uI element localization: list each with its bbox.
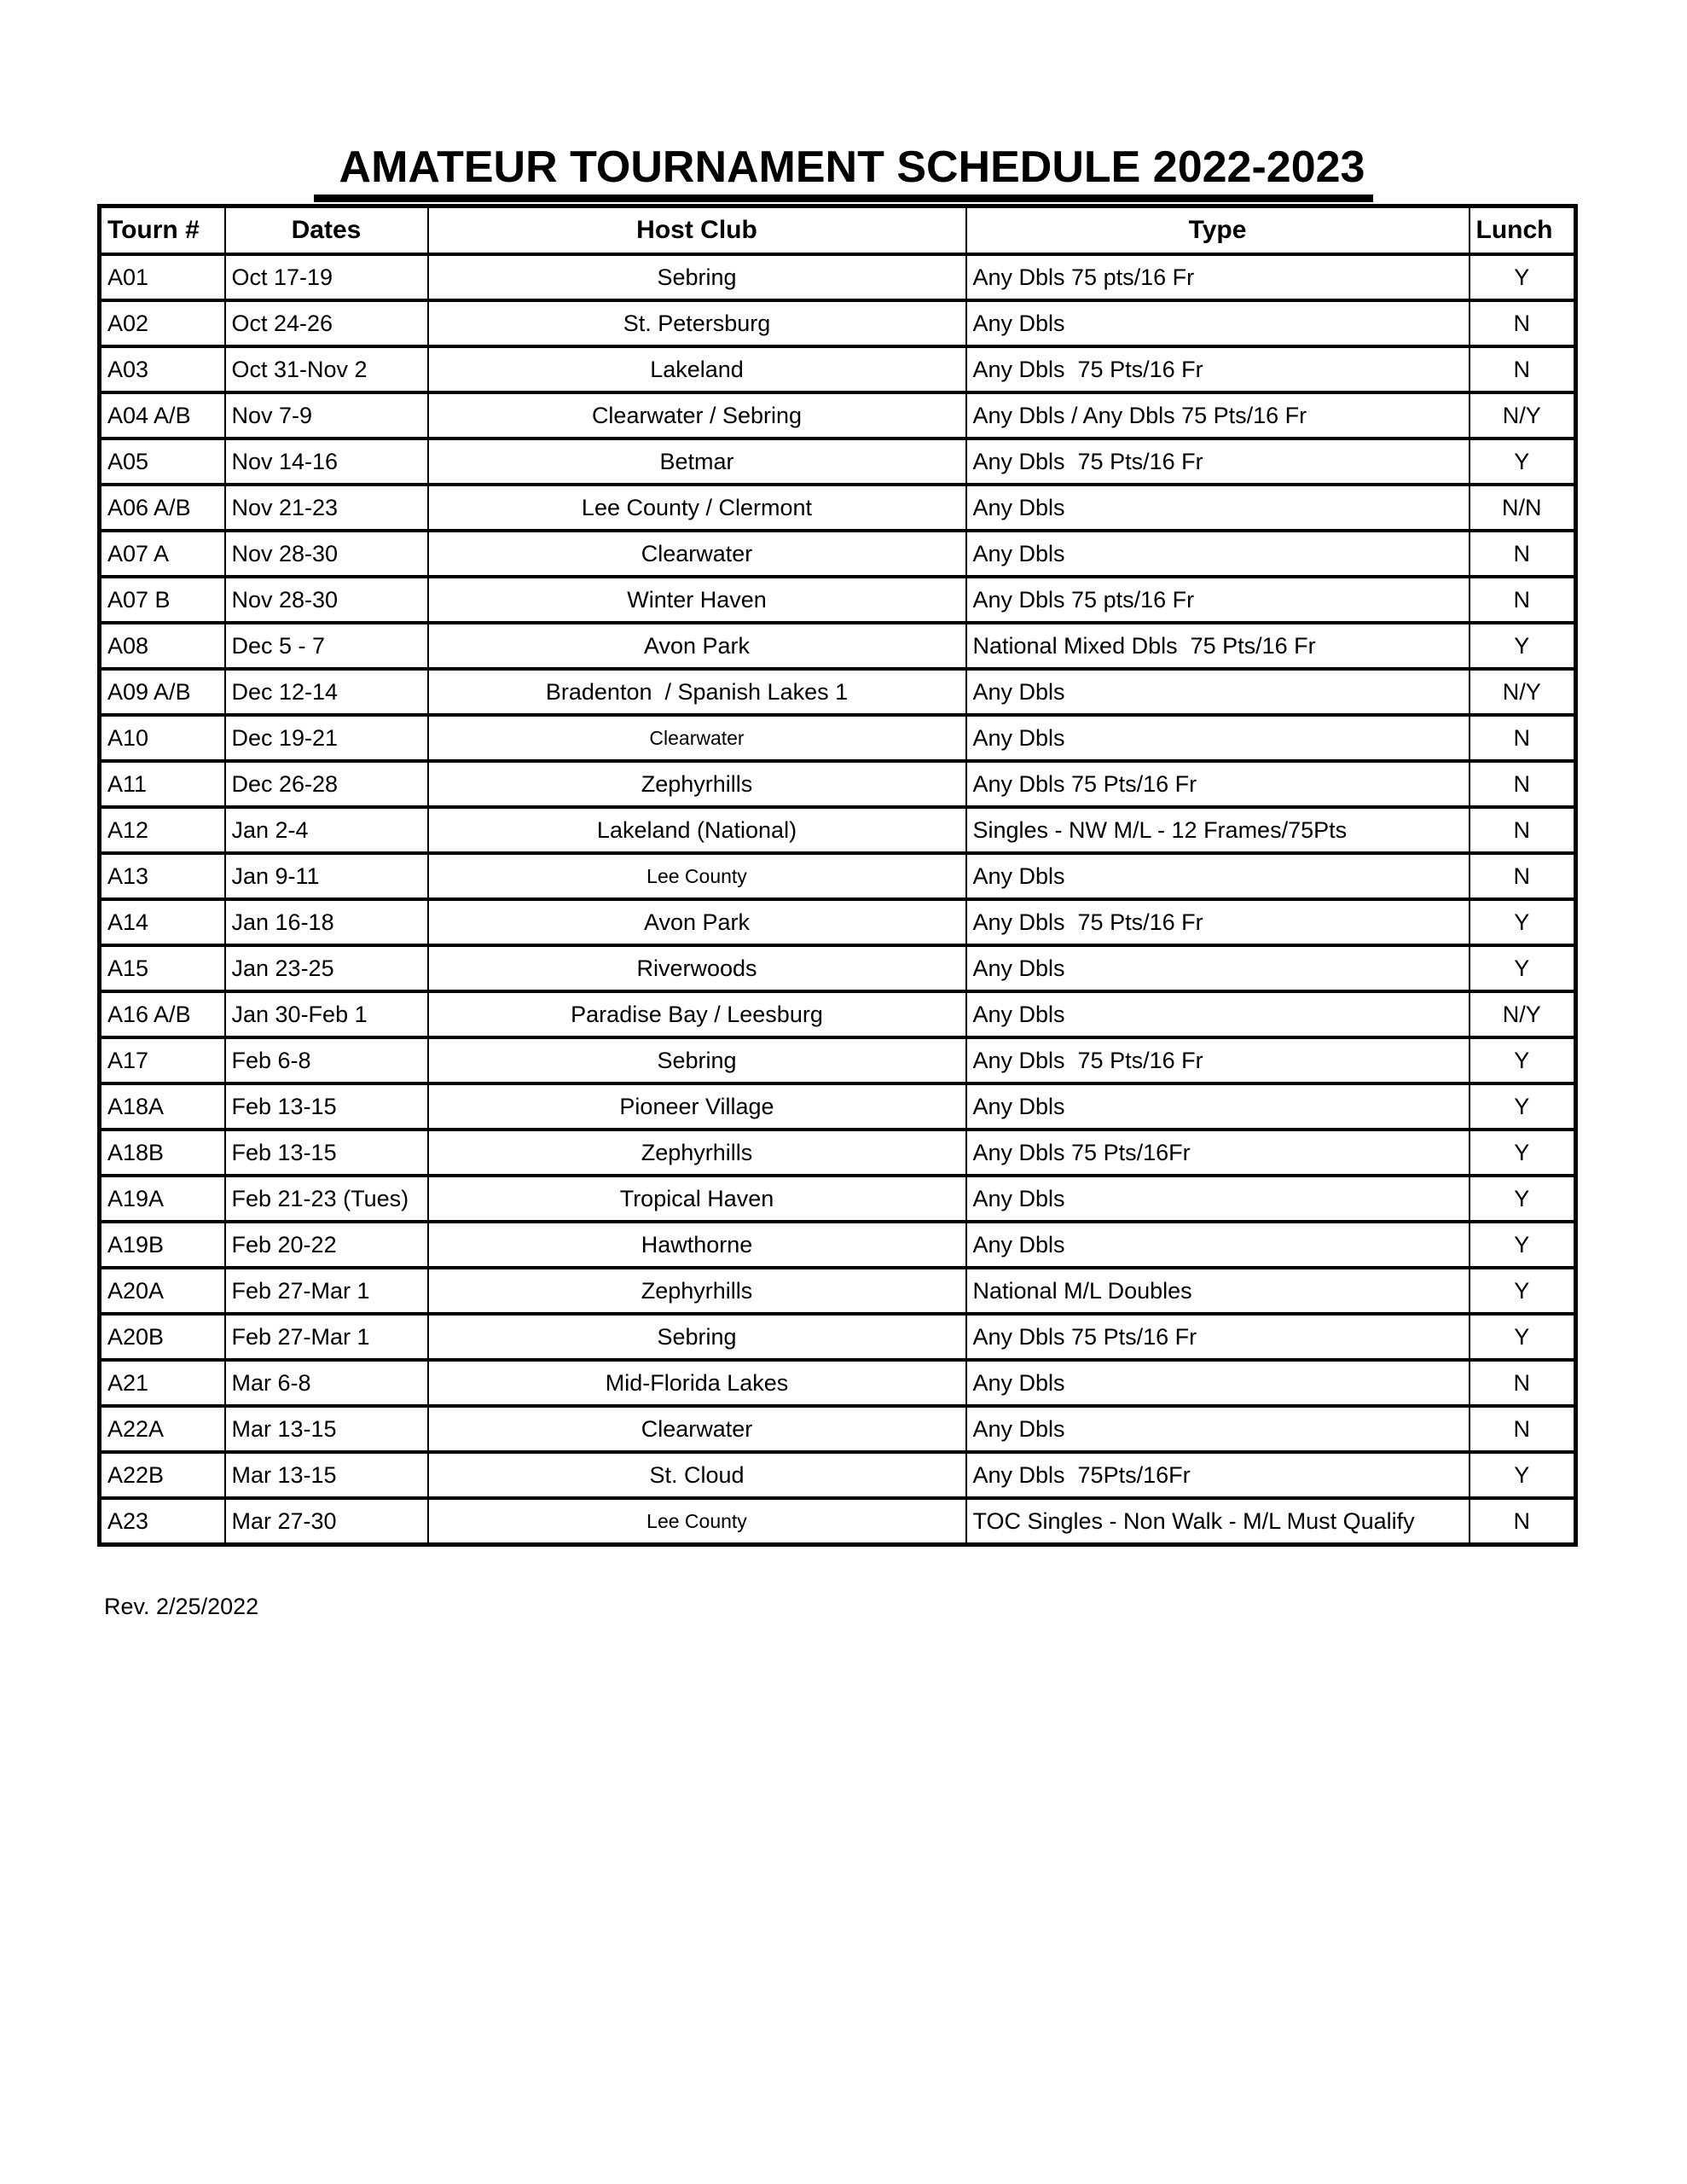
table-row [100,1406,1576,1452]
host-club-cell: Lee County [428,853,966,899]
host-club-cell: Hawthorne [428,1222,966,1268]
host-club-cell: Clearwater [428,531,966,577]
tourn-number-cell: A04 A/B [100,392,225,439]
host-club-cell: Bradenton / Spanish Lakes 1 [428,669,966,715]
table-row [100,346,1576,392]
type-cell: Any Dbls 75 Pts/16 Fr [966,439,1470,485]
dates-cell: Dec 19-21 [225,715,428,761]
dates-cell: Mar 27-30 [225,1498,428,1545]
lunch-cell: Y [1470,1222,1576,1268]
type-cell: Any Dbls [966,945,1470,991]
column-header-lunch: Lunch [1470,206,1576,255]
lunch-cell: Y [1470,945,1576,991]
table-row [100,761,1576,807]
type-cell: Any Dbls 75 Pts/16 Fr [966,1314,1470,1360]
type-cell: Any Dbls [966,1360,1470,1406]
revision-date: Rev. 2/25/2022 [104,1594,259,1619]
dates-cell: Dec 5 - 7 [225,623,428,669]
table-row [100,531,1576,577]
host-club-cell: Avon Park [428,623,966,669]
host-club-cell: Mid-Florida Lakes [428,1360,966,1406]
tourn-number-cell: A05 [100,439,225,485]
tourn-number-cell: A13 [100,853,225,899]
host-club-cell: Zephyrhills [428,1130,966,1176]
type-cell: Any Dbls 75 Pts/16 Fr [966,346,1470,392]
type-cell: TOC Singles - Non Walk - M/L Must Qualify [966,1498,1470,1545]
lunch-cell: N [1470,807,1576,853]
host-club-cell: Sebring [428,1037,966,1083]
type-cell: Any Dbls 75 Pts/16 Fr [966,1037,1470,1083]
page-title: AMATEUR TOURNAMENT SCHEDULE 2022-2023 [314,141,1374,202]
dates-cell: Feb 27-Mar 1 [225,1268,428,1314]
dates-cell: Nov 21-23 [225,485,428,531]
lunch-cell: N [1470,761,1576,807]
dates-cell: Oct 31-Nov 2 [225,346,428,392]
dates-cell: Dec 26-28 [225,761,428,807]
table-row [100,254,1576,300]
type-cell: Singles - NW M/L - 12 Frames/75Pts [966,807,1470,853]
type-cell: Any Dbls [966,1083,1470,1130]
host-club-cell: Zephyrhills [428,1268,966,1314]
type-cell: Any Dbls [966,853,1470,899]
host-club-cell: St. Petersburg [428,300,966,346]
tournament-schedule-table [97,204,1578,1547]
tourn-number-cell: A14 [100,899,225,945]
tourn-number-cell: A07 A [100,531,225,577]
column-header-host-club: Host Club [428,206,966,255]
type-cell: Any Dbls [966,1222,1470,1268]
tourn-number-cell: A18B [100,1130,225,1176]
type-cell: Any Dbls / Any Dbls 75 Pts/16 Fr [966,392,1470,439]
table-row [100,1452,1576,1498]
lunch-cell: Y [1470,1452,1576,1498]
dates-cell: Nov 28-30 [225,531,428,577]
lunch-cell: N/N [1470,485,1576,531]
type-cell: Any Dbls 75 Pts/16 Fr [966,899,1470,945]
table-row [100,669,1576,715]
tourn-number-cell: A07 B [100,577,225,623]
lunch-cell: N [1470,715,1576,761]
type-cell: Any Dbls [966,1406,1470,1452]
type-cell: Any Dbls [966,991,1470,1037]
table-row [100,577,1576,623]
table-row [100,853,1576,899]
lunch-cell: Y [1470,1314,1576,1360]
dates-cell: Nov 28-30 [225,577,428,623]
host-club-cell: Tropical Haven [428,1176,966,1222]
lunch-cell: N [1470,577,1576,623]
lunch-cell: N [1470,531,1576,577]
tourn-number-cell: A17 [100,1037,225,1083]
tourn-number-cell: A20B [100,1314,225,1360]
lunch-cell: Y [1470,1037,1576,1083]
tourn-number-cell: A18A [100,1083,225,1130]
type-cell: Any Dbls [966,1176,1470,1222]
host-club-cell: St. Cloud [428,1452,966,1498]
dates-cell: Nov 7-9 [225,392,428,439]
dates-cell: Dec 12-14 [225,669,428,715]
dates-cell: Feb 13-15 [225,1083,428,1130]
tourn-number-cell: A21 [100,1360,225,1406]
type-cell: National Mixed Dbls 75 Pts/16 Fr [966,623,1470,669]
table-row [100,623,1576,669]
column-header-tourn: Tourn # [100,206,225,255]
type-cell: Any Dbls 75 Pts/16Fr [966,1130,1470,1176]
table-row [100,1130,1576,1176]
tourn-number-cell: A22A [100,1406,225,1452]
dates-cell: Feb 21-23 (Tues) [225,1176,428,1222]
type-cell: Any Dbls [966,300,1470,346]
dates-cell: Oct 17-19 [225,254,428,300]
dates-cell: Feb 27-Mar 1 [225,1314,428,1360]
host-club-cell: Zephyrhills [428,761,966,807]
table-header [100,206,1576,255]
table-row [100,1314,1576,1360]
lunch-cell: N [1470,853,1576,899]
type-cell: Any Dbls [966,485,1470,531]
tourn-number-cell: A08 [100,623,225,669]
header-row [100,206,1576,255]
dates-cell: Feb 20-22 [225,1222,428,1268]
tourn-number-cell: A20A [100,1268,225,1314]
lunch-cell: N [1470,300,1576,346]
tourn-number-cell: A09 A/B [100,669,225,715]
dates-cell: Jan 9-11 [225,853,428,899]
lunch-cell: Y [1470,1083,1576,1130]
host-club-cell: Avon Park [428,899,966,945]
type-cell: National M/L Doubles [966,1268,1470,1314]
host-club-cell: Clearwater / Sebring [428,392,966,439]
host-club-cell: Riverwoods [428,945,966,991]
table-row [100,715,1576,761]
dates-cell: Oct 24-26 [225,300,428,346]
lunch-cell: N/Y [1470,669,1576,715]
table-row [100,1222,1576,1268]
tourn-number-cell: A15 [100,945,225,991]
type-cell: Any Dbls 75 pts/16 Fr [966,254,1470,300]
type-cell: Any Dbls 75 Pts/16 Fr [966,761,1470,807]
table-row [100,392,1576,439]
dates-cell: Jan 16-18 [225,899,428,945]
host-club-cell: Paradise Bay / Leesburg [428,991,966,1037]
type-cell: Any Dbls 75 pts/16 Fr [966,577,1470,623]
column-header-dates: Dates [225,206,428,255]
tourn-number-cell: A01 [100,254,225,300]
table-row [100,300,1576,346]
host-club-cell: Sebring [428,1314,966,1360]
host-club-cell: Lee County / Clermont [428,485,966,531]
lunch-cell: N [1470,1406,1576,1452]
table-row [100,439,1576,485]
title-row [0,141,1687,202]
lunch-cell: Y [1470,1268,1576,1314]
lunch-cell: N [1470,1360,1576,1406]
dates-cell: Mar 13-15 [225,1406,428,1452]
dates-cell: Mar 13-15 [225,1452,428,1498]
lunch-cell: N/Y [1470,392,1576,439]
table-row [100,1498,1576,1545]
table-row [100,1083,1576,1130]
table-row [100,485,1576,531]
host-club-cell: Lakeland [428,346,966,392]
host-club-cell: Pioneer Village [428,1083,966,1130]
lunch-cell: N [1470,346,1576,392]
dates-cell: Mar 6-8 [225,1360,428,1406]
tourn-number-cell: A16 A/B [100,991,225,1037]
host-club-cell: Winter Haven [428,577,966,623]
tourn-number-cell: A03 [100,346,225,392]
tourn-number-cell: A06 A/B [100,485,225,531]
table-row [100,807,1576,853]
type-cell: Any Dbls [966,715,1470,761]
tourn-number-cell: A11 [100,761,225,807]
lunch-cell: Y [1470,623,1576,669]
host-club-cell: Clearwater [428,1406,966,1452]
tourn-number-cell: A02 [100,300,225,346]
lunch-cell: N/Y [1470,991,1576,1037]
dates-cell: Jan 23-25 [225,945,428,991]
host-club-cell: Lakeland (National) [428,807,966,853]
table-row [100,1268,1576,1314]
host-club-cell: Lee County [428,1498,966,1545]
table-row [100,1360,1576,1406]
host-club-cell: Sebring [428,254,966,300]
dates-cell: Nov 14-16 [225,439,428,485]
schedule-body [100,254,1576,1545]
lunch-cell: Y [1470,254,1576,300]
dates-cell: Jan 30-Feb 1 [225,991,428,1037]
table-row [100,1176,1576,1222]
table-row [100,991,1576,1037]
lunch-cell: Y [1470,899,1576,945]
tourn-number-cell: A22B [100,1452,225,1498]
dates-cell: Jan 2-4 [225,807,428,853]
lunch-cell: Y [1470,439,1576,485]
table-row [100,899,1576,945]
table-row [100,945,1576,991]
tourn-number-cell: A19A [100,1176,225,1222]
dates-cell: Feb 6-8 [225,1037,428,1083]
type-cell: Any Dbls [966,669,1470,715]
host-club-cell: Betmar [428,439,966,485]
type-cell: Any Dbls 75Pts/16Fr [966,1452,1470,1498]
tourn-number-cell: A23 [100,1498,225,1545]
lunch-cell: N [1470,1498,1576,1545]
tourn-number-cell: A12 [100,807,225,853]
tourn-number-cell: A19B [100,1222,225,1268]
lunch-cell: Y [1470,1176,1576,1222]
lunch-cell: Y [1470,1130,1576,1176]
type-cell: Any Dbls [966,531,1470,577]
dates-cell: Feb 13-15 [225,1130,428,1176]
host-club-cell: Clearwater [428,715,966,761]
column-header-type: Type [966,206,1470,255]
tourn-number-cell: A10 [100,715,225,761]
table-row [100,1037,1576,1083]
